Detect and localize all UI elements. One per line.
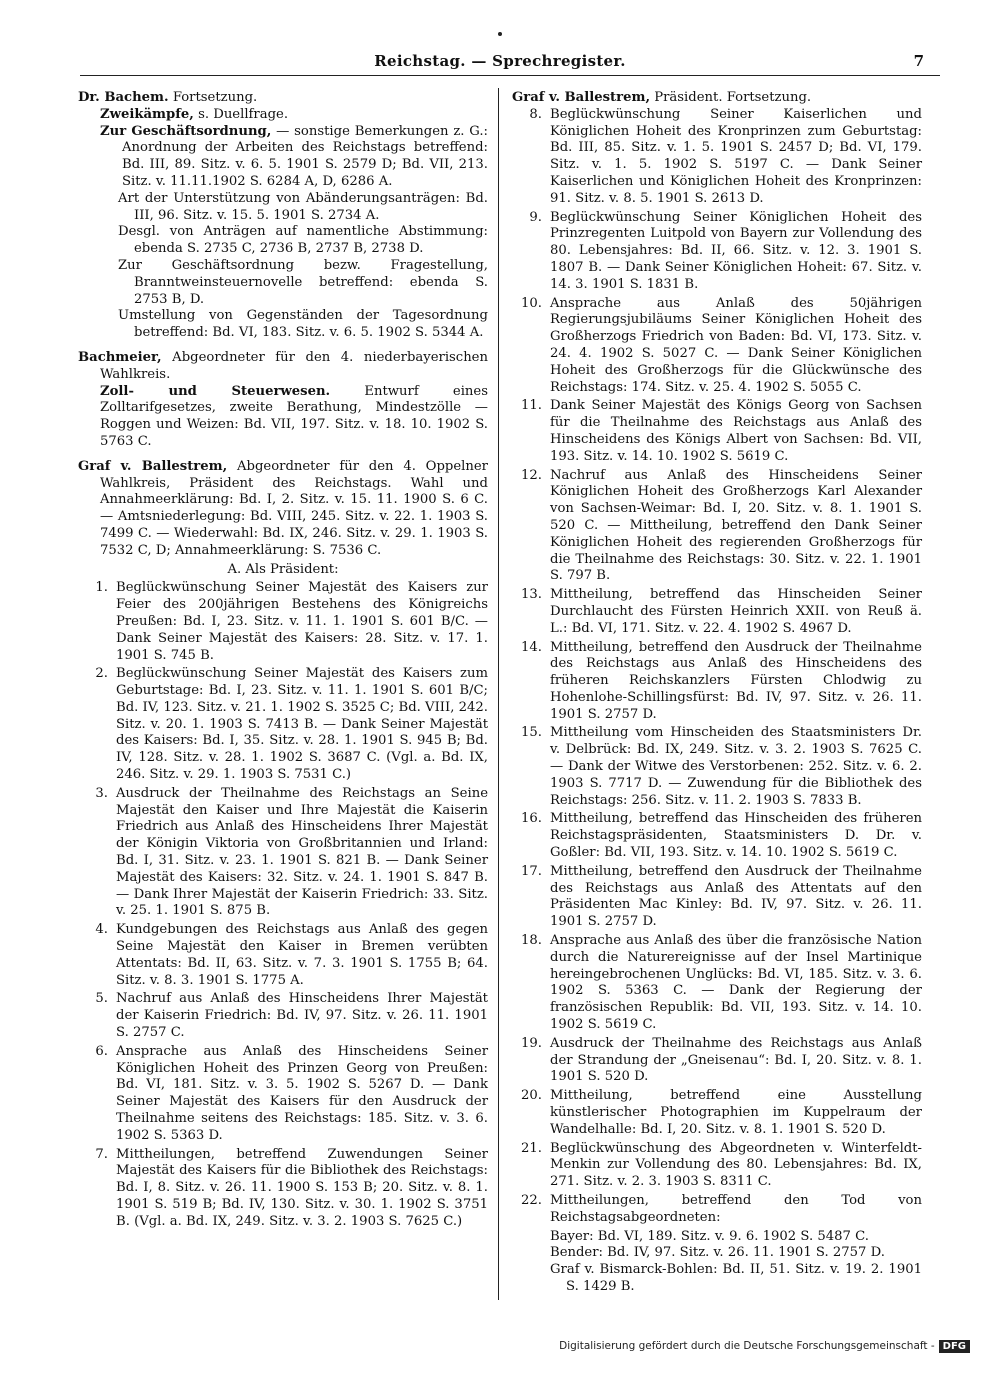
- header-rule: [80, 75, 940, 76]
- entry-description: Abgeordneter für den 4. Oppelner Wahlkreis, Präsident des Reichstags. Wahl und Annahmeerklärung: Bd. I, 2. Sitz. v. 15. 11. 1900 S. 6 C. — Amtsniederlegung: Bd. VIII, 245. Sitz. v. 22. 1. 1903 S. 7499 C. — Wiederwahl: Bd. IX, 246. Sitz. v. 29. 1. 1903 S. 7532 C, D; Annahmeerklärung: S. 7536 C.: [100, 458, 488, 558]
- sublist: [512, 1229, 922, 1296]
- item-number: 2.: [95, 666, 108, 682]
- item-number: 17.: [521, 863, 542, 879]
- section-heading: A. Als Präsident:: [227, 561, 339, 577]
- subtopic: Zur Geschäftsordnung bezw. Fragestellung, Branntweinsteuernovelle betreffend: ebenda S. 2753 B, D.: [118, 257, 488, 307]
- item-text: Mittheilung, betreffend eine Ausstellung künstlerischer Photographien im Kuppelraum der Wandelhalle: Bd. I, 20. Sitz. v. 8. 1. 1901 S. 520 D.: [550, 1088, 922, 1137]
- item-number: 10.: [521, 295, 542, 311]
- item-text: Nachruf aus Anlaß des Hinscheidens Seiner Königlichen Hoheit des Großherzogs Karl Alexander von Sachsen-Weimar: Bd. I, 20. Sitz. v. 8. 1. 1901 S. 520 C. — Mittheilung, betreffend den Dank Seiner Königlichen Hoheit des regierenden Großherzogs für die Theilnahme des Reichstags: 30. Sitz. v. 22. 1. 1901 S. 797 B.: [550, 467, 922, 584]
- entry-bachem: [78, 90, 488, 342]
- numbered-list: [78, 580, 488, 1230]
- item-text: Ansprache aus Anlaß des 50jährigen Regierungsjubiläums Seiner Königlichen Hoheit des Großherzogs Friedrich von Baden: Bd. VI, 173. Sitz. v. 24. 4. 1902 S. 5027 C. — Dank Seiner Königlichen Hoheit des Großherzogs für die Glückwünsche des Reichstags: 174. Sitz. v. 25. 4. 1902 S. 5055 C.: [550, 295, 922, 395]
- item-text: Nachruf aus Anlaß des Hinscheidens Ihrer Majestät der Kaiserin Friedrich: Bd. IV, 97. Sitz. v. 26. 11. 1901 S. 2757 C.: [116, 991, 488, 1041]
- list-item: [78, 666, 488, 784]
- sublist-item: Bayer: Bd. VI, 189. Sitz. v. 9. 6. 1902 S. 5487 C.: [550, 1228, 869, 1244]
- entry-continuation: Fortsetzung.: [172, 90, 258, 105]
- list-item: [78, 786, 488, 920]
- page-title: Reichstag. — Sprechregister.: [374, 52, 626, 70]
- entry-bachmeier: [78, 350, 488, 451]
- list-item: [512, 210, 922, 294]
- list-item: [512, 1193, 922, 1227]
- item-number: 8.: [529, 106, 542, 122]
- topic-heading: Zweikämpfe,: [100, 106, 194, 122]
- footer-text: Digitalisierung gefördert durch die Deutsche Forschungsgemeinschaft -: [559, 1340, 935, 1352]
- right-column: [512, 90, 922, 1296]
- topic-heading: Zoll- und Steuerwesen.: [100, 383, 331, 399]
- entry-name: Bachmeier,: [78, 349, 162, 365]
- item-number: 21.: [521, 1140, 542, 1156]
- item-number: 9.: [529, 209, 542, 225]
- item-text: Mittheilung, betreffend den Ausdruck der Theilnahme des Reichstags aus Anlaß des Attentats auf den Präsidenten Mac Kinley: Bd. IV, 97. Sitz. v. 26. 11. 1901 S. 2757 D.: [550, 863, 922, 930]
- item-number: 13.: [521, 587, 542, 603]
- item-number: 15.: [521, 725, 542, 741]
- item-number: 4.: [95, 922, 108, 938]
- topic-text: Entwurf eines Zolltarifgesetzes, zweite Berathung, Mindestzölle — Roggen und Weizen: Bd. VII, 197. Sitz. v. 18. 10. 1902 S. 5763 C.: [100, 383, 488, 449]
- item-text: Beglückwünschung Seiner Kaiserlichen und Königlichen Hoheit des Kronprinzen zum Geburtstag: Bd. III, 85. Sitz. v. 1. 5. 1901 S. 2457 D; Bd. VI, 179. Sitz. v. 1. 5. 1902 S. 5197 C. — Dank Seiner Kaiserlichen und Königlichen Hoheit des Kronprinzen: 91. Sitz. v. 8. 5. 1901 S. 2613 D.: [550, 106, 922, 206]
- item-number: 12.: [521, 467, 542, 483]
- item-number: 16.: [521, 811, 542, 827]
- list-item: [512, 864, 922, 931]
- item-number: 14.: [521, 639, 542, 655]
- list-item: [78, 580, 488, 664]
- item-text: Mittheilung vom Hinscheiden des Staatsministers Dr. v. Delbrück: Bd. IX, 249. Sitz. v. 3. 2. 1903 S. 7625 C. — Dank der Witwe des Verstorbenen: 252. Sitz. v. 6. 2. 1903 S. 7717 D. — Zuwendung für die Bibliothek des Reichstags: 256. Sitz. v. 11. 2. 1903 S. 7833 B.: [550, 725, 922, 808]
- item-number: 19.: [521, 1035, 542, 1051]
- list-item: [512, 1036, 922, 1086]
- column-divider: [498, 88, 499, 1300]
- item-number: 7.: [95, 1146, 108, 1162]
- item-number: 6.: [95, 1043, 108, 1059]
- item-text: Mittheilungen, betreffend Zuwendungen Seiner Majestät des Kaisers für die Bibliothek des Reichstags: Bd. I, 8. Sitz. v. 26. 11. 1900 S. 153 B; 20. Sitz. v. 8. 1. 1901 S. 519 B; Bd. IV, 130. Sitz. v. 30. 1. 1902 S. 3751 B. (Vgl. a. Bd. IX, 249. Sitz. v. 3. 2. 1903 S. 7625 C.): [116, 1146, 488, 1229]
- entry-description: Abgeordneter für den 4. niederbayerischen Wahlkreis.: [100, 349, 488, 382]
- list-item: [512, 468, 922, 586]
- list-item: [78, 991, 488, 1041]
- list-item: [512, 1088, 922, 1138]
- page-number: 7: [913, 52, 924, 70]
- header-dot: [498, 32, 502, 36]
- item-number: 3.: [95, 785, 108, 801]
- item-text: Mittheilung, betreffend das Hinscheiden Seiner Durchlaucht des Fürsten Heinrich XXII. von Reuß ä. L.: Bd. VI, 171. Sitz. v. 22. 4. 1902 S. 4967 D.: [550, 587, 922, 636]
- topic-heading: Zur Geschäftsordnung,: [100, 123, 272, 139]
- item-number: 5.: [95, 991, 108, 1007]
- item-text: Kundgebungen des Reichstags aus Anlaß des gegen Seine Majestät den Kaiser in Bremen verübten Attentats: Bd. II, 63. Sitz. v. 7. 3. 1901 S. 1755 B; 64. Sitz. v. 8. 3. 1901 S. 1775 A.: [116, 922, 488, 988]
- item-text: Ansprache aus Anlaß des Hinscheidens Seiner Königlichen Hoheit des Prinzen Georg von Preußen: Bd. VI, 181. Sitz. v. 3. 5. 1902 S. 5267 D. — Dank Seiner Majestät des Kaisers für den Ausdruck der Theilnahme seitens des Reichstags: 185. Sitz. v. 3. 6. 1902 S. 5363 D.: [116, 1043, 488, 1143]
- entry-name: Graf v. Ballestrem,: [512, 90, 651, 105]
- numbered-list: [512, 107, 922, 1227]
- list-item: [512, 296, 922, 397]
- list-item: [512, 107, 922, 208]
- item-text: Mittheilung, betreffend den Ausdruck der Theilnahme des Reichstags aus Anlaß des Hinscheidens des früheren Reichskanzlers Fürsten Chlodwig zu Hohenlohe-Schillingsfürst: Bd. IV, 97. Sitz. v. 26. 11. 1901 S. 2757 D.: [550, 639, 922, 722]
- subtopic: Desgl. von Anträgen auf namentliche Abstimmung: ebenda S. 2735 C, 2736 B, 2737 B, 2738 D.: [118, 224, 488, 257]
- subtopic: Umstellung von Gegenständen der Tagesordnung betreffend: Bd. VI, 183. Sitz. v. 6. 5. 1902 S. 5344 A.: [118, 308, 488, 341]
- item-number: 1.: [95, 580, 108, 596]
- dfg-logo: DFG: [939, 1340, 970, 1353]
- list-item: [512, 587, 922, 637]
- item-number: 20.: [521, 1088, 542, 1104]
- list-item: [512, 640, 922, 724]
- item-text: Beglückwünschung Seiner Königlichen Hoheit des Prinzregenten Luitpold von Bayern zur Vollendung des 80. Lebensjahres: Bd. II, 66. Sitz. v. 12. 3. 1901 S. 1807 B. — Dank Seiner Königlichen Hoheit: 67. Sitz. v. 14. 3. 1901 S. 1831 B.: [550, 209, 922, 292]
- item-text: Ausdruck der Theilnahme des Reichstags an Seine Majestät den Kaiser und Ihre Majestät die Kaiserin Friedrich aus Anlaß des Hinscheidens Ihrer Majestät der Königin Viktoria von Großbritannien und Irland: Bd. I, 31. Sitz. v. 23. 1. 1901 S. 821 B. — Dank Seiner Majestät des Kaisers: 32. Sitz. v. 24. 1. 1901 S. 847 B. — Dank Ihrer Majestät der Kaiserin Friedrich: 33. Sitz. v. 25. 1. 1901 S. 875 B.: [116, 785, 488, 919]
- left-column: [78, 90, 488, 1237]
- item-number: 11.: [521, 398, 542, 414]
- entry-ballestrem: [78, 459, 488, 1231]
- entry-name: Graf v. Ballestrem,: [78, 458, 228, 474]
- item-text: Beglückwünschung Seiner Majestät des Kaisers zur Feier des 200jährigen Bestehens des Königreichs Preußen: Bd. I, 23. Sitz. v. 11. 1. 1901 S. 601 B/C. — Dank Seiner Majestät des Kaisers: 28. Sitz. v. 17. 1. 1901 S. 745 B.: [116, 580, 488, 663]
- list-item: [78, 922, 488, 989]
- footer: [559, 1340, 970, 1353]
- entry-continuation: Präsident. Fortsetzung.: [654, 90, 812, 105]
- item-text: Mittheilung, betreffend das Hinscheiden des früheren Reichstagspräsidenten, Staatsministers D. Dr. v. Goßler: Bd. VII, 193. Sitz. v. 14. 10. 1902 S. 5619 C.: [550, 811, 922, 861]
- entry-name: Dr. Bachem.: [78, 90, 169, 105]
- list-item: [512, 933, 922, 1034]
- list-item: [512, 1141, 922, 1191]
- item-text: Dank Seiner Majestät des Königs Georg von Sachsen für die Theilnahme des Reichstags aus Anlaß des Hinscheidens des Königs Albert von Sachsen: Bd. VII, 193. Sitz. v. 14. 10. 1902 S. 5619 C.: [550, 398, 922, 464]
- item-number: 22.: [521, 1193, 542, 1208]
- list-item: [512, 725, 922, 809]
- topic-text: — sonstige Bemerkungen z. G.: Anordnung der Arbeiten des Reichstags betreffend: Bd. III, 89. Sitz. v. 6. 5. 1901 S. 2579 D; Bd. VII, 213. Sitz. v. 11.11.1902 S. 6284 A, D, 6286 A.: [122, 123, 488, 189]
- topic-text: s. Duellfrage.: [198, 106, 289, 122]
- item-text: Beglückwünschung Seiner Majestät des Kaisers zum Geburtstage: Bd. I, 23. Sitz. v. 11. 1. 1901 S. 601 B/C; Bd. IV, 123. Sitz. v. 21. 1. 1902 S. 3525 C; Bd. VIII, 242. Sitz. v. 20. 1. 1903 S. 7413 B. — Dank Seiner Majestät des Kaisers: Bd. I, 35. Sitz. v. 28. 1. 1901 S. 945 B; Bd. IV, 128. Sitz. v. 28. 1. 1902 S. 3687 C. (Vgl. a. Bd. IX, 246. Sitz. v. 29. 1. 1903 S. 7531 C.): [116, 666, 488, 783]
- list-item: [78, 1044, 488, 1145]
- list-item: [512, 398, 922, 465]
- item-text: Mittheilungen, betreffend den Tod von Reichstagsabgeordneten:: [550, 1193, 922, 1225]
- item-number: 18.: [521, 933, 542, 949]
- item-text: Beglückwünschung des Abgeordneten v. Winterfeldt-Menkin zur Vollendung des 80. Lebensjahres: Bd. IX, 271. Sitz. v. 2. 3. 1903 S. 8311 C.: [550, 1140, 922, 1190]
- sublist-item: Graf v. Bismarck-Bohlen: Bd. II, 51. Sitz. v. 19. 2. 1901 S. 1429 B.: [550, 1262, 922, 1294]
- list-item: [78, 1147, 488, 1231]
- item-text: Ausdruck der Theilnahme des Reichstags aus Anlaß der Strandung der „Gneisenau“: Bd. I, 20. Sitz. v. 8. 1. 1901 S. 520 D.: [550, 1035, 922, 1085]
- list-item: [512, 811, 922, 861]
- sublist-item: Bender: Bd. IV, 97. Sitz. v. 26. 11. 1901 S. 2757 D.: [550, 1245, 885, 1261]
- item-text: Ansprache aus Anlaß des über die französische Nation durch die Naturereignisse auf der Insel Martinique hereingebrochenen Unglücks: Bd. VI, 185. Sitz. v. 3. 6. 1902 S. 5363 C. — Dank der Regierung der französischen Republik: Bd. VII, 193. Sitz. v. 14. 10. 1902 S. 5619 C.: [550, 933, 922, 1033]
- page-header: [60, 52, 940, 78]
- subtopic: Art der Unterstützung von Abänderungsanträgen: Bd. III, 96. Sitz. v. 15. 5. 1901 S. 2734 A.: [118, 190, 488, 223]
